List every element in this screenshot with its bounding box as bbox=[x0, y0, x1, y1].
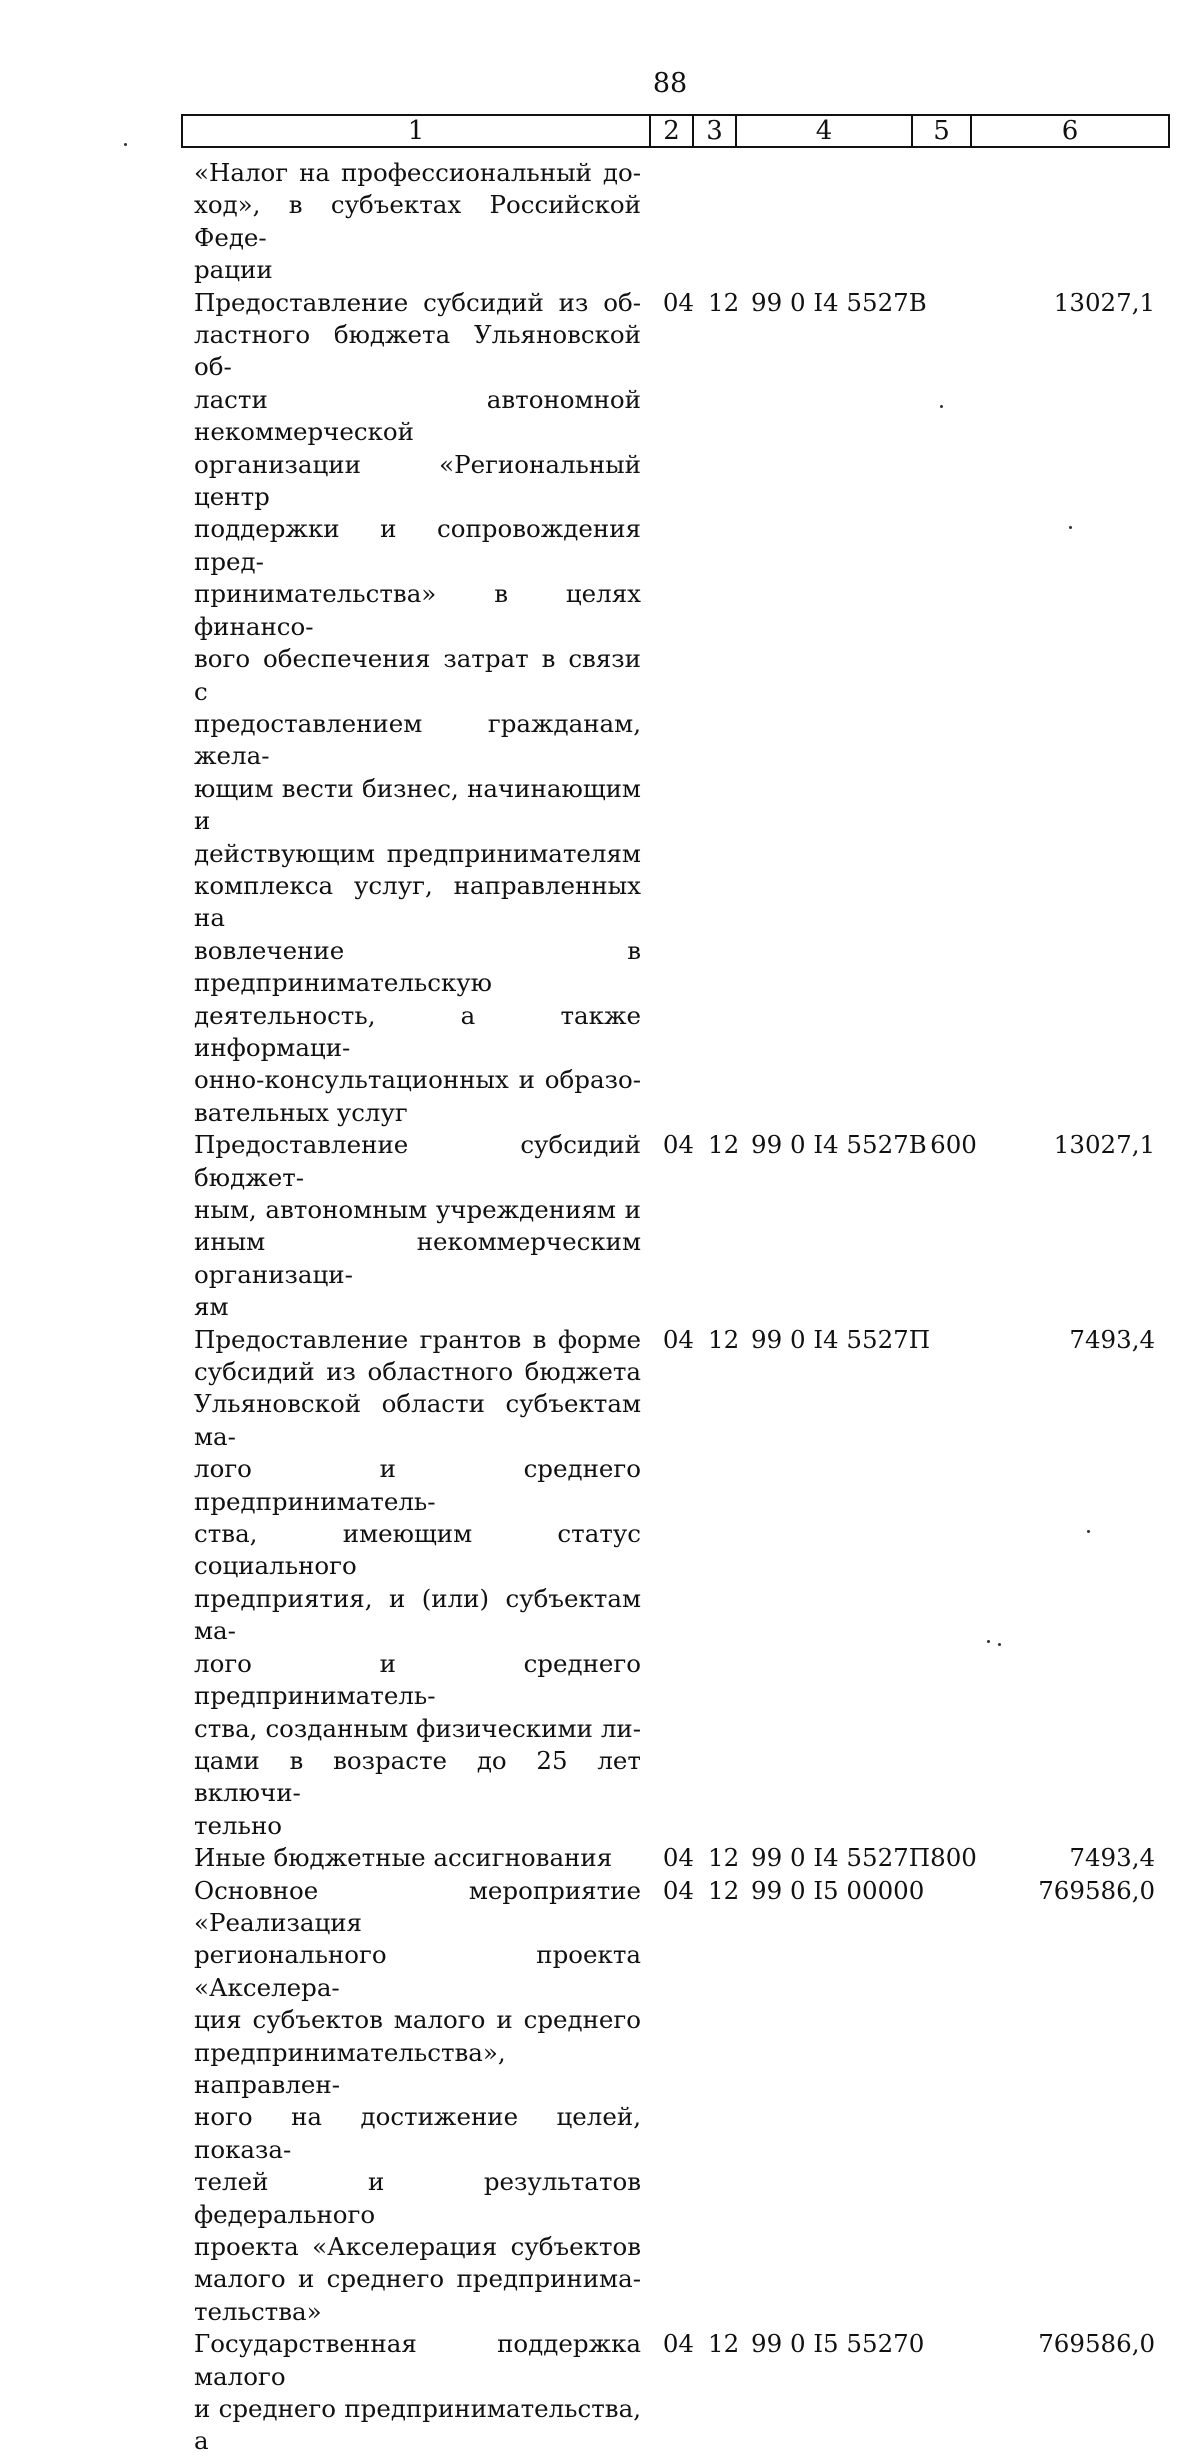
header-col-5: 5 bbox=[912, 115, 971, 147]
row-expense-type bbox=[930, 2328, 1000, 2458]
row-name-line: организации «Региональный центр bbox=[194, 449, 641, 512]
row-name-line: ция субъектов малого и среднего bbox=[194, 2005, 641, 2035]
header-col-1: 1 bbox=[182, 115, 650, 147]
row-amount: 769586,0 bbox=[1038, 1875, 1156, 1905]
row-name-line: Ульяновской области субъектам ма- bbox=[194, 1389, 641, 1451]
row-name-line: ного на достижение целей, показа- bbox=[194, 2102, 641, 2164]
row-target-article: 99 0 I4 5527П bbox=[751, 1324, 931, 1354]
row-name-cell bbox=[194, 1842, 641, 1874]
row-name-line: Предоставление грантов в форме bbox=[194, 1324, 641, 1354]
table-row bbox=[194, 1842, 1155, 1874]
scan-speck bbox=[987, 1640, 990, 1643]
row-name-line: вовлечение в предпринимательскую bbox=[194, 935, 641, 998]
row-subsection-code: 12 bbox=[708, 2329, 740, 2359]
row-name-line: проекта «Акселерация субъектов bbox=[194, 2232, 641, 2261]
header-row bbox=[182, 115, 1169, 147]
row-amount: 7493,4 bbox=[1069, 1324, 1156, 1354]
row-expense-type bbox=[930, 157, 1000, 287]
row-name-line: Предоставление субсидий из об- bbox=[194, 287, 641, 317]
row-subsection-code bbox=[694, 157, 751, 287]
row-section-code: 04 bbox=[662, 1843, 694, 1873]
row-expense-type: 800 bbox=[930, 1843, 977, 1873]
row-expense-type: 600 bbox=[930, 1130, 977, 1160]
header-col-3: 3 bbox=[693, 115, 736, 147]
row-expense-type bbox=[930, 1875, 1000, 2329]
header-col-4: 4 bbox=[736, 115, 912, 147]
row-section-code bbox=[641, 157, 694, 287]
row-subsection-code: 12 bbox=[708, 287, 740, 317]
row-name-line: ластного бюджета Ульяновской об- bbox=[194, 320, 641, 382]
row-target-article: 99 0 I5 00000 bbox=[751, 1875, 925, 1905]
row-amount: 7493,4 bbox=[1069, 1843, 1156, 1873]
row-name-cell bbox=[194, 157, 641, 287]
row-name-line: рации bbox=[194, 255, 273, 285]
row-target-article bbox=[751, 157, 930, 287]
row-name-line: деятельность, а также информаци- bbox=[194, 1000, 641, 1062]
row-name-line: ласти автономной некоммерческой bbox=[194, 384, 641, 447]
row-name-line: иным некоммерческим организаци- bbox=[194, 1227, 641, 1289]
table-row bbox=[194, 1324, 1155, 1843]
row-target-article: 99 0 I4 5527B bbox=[751, 1130, 927, 1160]
row-name-line: предоставлением гражданам, жела- bbox=[194, 708, 641, 771]
row-name-line: Иные бюджетные ассигнования bbox=[194, 1843, 613, 1873]
row-name-line: ход», в субъектах Российской Феде- bbox=[194, 190, 641, 252]
row-name-line: лого и среднего предприниматель- bbox=[194, 1648, 641, 1711]
row-subsection-code: 12 bbox=[708, 1324, 740, 1354]
scan-speck bbox=[1069, 526, 1072, 529]
row-name-line: тельства» bbox=[194, 2296, 322, 2326]
row-name-line: и среднего предпринимательства, а bbox=[194, 2394, 641, 2456]
row-subsection-code: 12 bbox=[708, 1843, 740, 1873]
row-name-line: вого обеспечения затрат в связи с bbox=[194, 644, 641, 706]
row-section-code: 04 bbox=[662, 1875, 694, 1905]
row-name-line: тельно bbox=[194, 1810, 283, 1840]
row-name-line: принимательства» в целях финансо- bbox=[194, 579, 641, 641]
row-name-line: «Налог на профессиональный до- bbox=[194, 158, 641, 187]
row-section-code: 04 bbox=[662, 1130, 694, 1160]
row-amount: 13027,1 bbox=[1053, 287, 1156, 317]
row-name-cell bbox=[194, 287, 641, 1130]
row-name-line: комплекса услуг, направленных на bbox=[194, 870, 641, 933]
row-amount bbox=[1000, 157, 1155, 287]
row-name-line: вательных услуг bbox=[194, 1097, 408, 1127]
row-name-cell bbox=[194, 1129, 641, 1323]
row-target-article: 99 0 I4 5527П bbox=[751, 1843, 931, 1873]
row-name-line: регионального проекта «Акселера- bbox=[194, 1940, 641, 2002]
row-section-code: 04 bbox=[662, 1324, 694, 1354]
row-target-article: 99 0 I5 55270 bbox=[751, 2329, 925, 2359]
scan-speck bbox=[998, 1643, 1001, 1646]
row-name-line: телей и результатов федерального bbox=[194, 2167, 641, 2229]
row-name-line: ным, автономным учреждениям и bbox=[194, 1195, 641, 1224]
row-name-line: лого и среднего предприниматель- bbox=[194, 1454, 641, 1516]
page-number: 88 bbox=[652, 68, 688, 99]
table-row bbox=[194, 2328, 1155, 2458]
header-col-6: 6 bbox=[971, 115, 1169, 147]
row-section-code: 04 bbox=[662, 2329, 694, 2359]
header-col-2: 2 bbox=[650, 115, 693, 147]
row-expense-type bbox=[930, 287, 1000, 1130]
row-name-line: предприятия, и (или) субъектам ма- bbox=[194, 1583, 641, 1646]
table-row bbox=[194, 1129, 1155, 1323]
row-name-line: действующим предпринимателям bbox=[194, 838, 641, 868]
scan-speck bbox=[940, 405, 943, 408]
row-name-line: предпринимательства», направлен- bbox=[194, 2037, 506, 2099]
budget-table-body bbox=[194, 157, 1155, 2458]
row-name-line: цами в возрасте до 25 лет включи- bbox=[194, 1745, 641, 1808]
row-name-line: Государственная поддержка малого bbox=[194, 2329, 641, 2391]
row-name-line: малого и среднего предпринима- bbox=[194, 2264, 641, 2294]
row-name-line: ям bbox=[194, 1292, 229, 1322]
table-row bbox=[194, 1875, 1155, 2329]
row-section-code: 04 bbox=[662, 287, 694, 317]
table-header bbox=[181, 114, 1170, 148]
table-row bbox=[194, 157, 1155, 287]
row-name-line: онно-консультационных и образо- bbox=[194, 1065, 641, 1095]
row-name-cell bbox=[194, 1875, 641, 2329]
row-subsection-code: 12 bbox=[708, 1875, 740, 1905]
row-amount: 769586,0 bbox=[1038, 2329, 1156, 2359]
row-name-line: Основное мероприятие «Реализация bbox=[194, 1875, 641, 1937]
row-name-line: субсидий из областного бюджета bbox=[194, 1357, 641, 1387]
row-target-article: 99 0 I4 5527B bbox=[751, 287, 927, 317]
row-name-line: ства, имеющим статус социального bbox=[194, 1519, 641, 1581]
row-name-cell bbox=[194, 1324, 641, 1843]
row-amount: 13027,1 bbox=[1053, 1130, 1156, 1160]
table-row bbox=[194, 287, 1155, 1130]
scan-speck bbox=[124, 143, 127, 146]
scan-speck bbox=[1087, 1530, 1090, 1533]
row-name-line: ющим вести бизнес, начинающим и bbox=[194, 773, 641, 836]
row-name-line: ства, созданным физическими ли- bbox=[194, 1713, 641, 1743]
row-name-cell bbox=[194, 2328, 641, 2458]
row-expense-type bbox=[930, 1324, 1000, 1843]
row-subsection-code: 12 bbox=[708, 1130, 740, 1160]
row-name-line: Предоставление субсидий бюджет- bbox=[194, 1130, 641, 1192]
row-name-line: поддержки и сопровождения пред- bbox=[194, 514, 641, 576]
